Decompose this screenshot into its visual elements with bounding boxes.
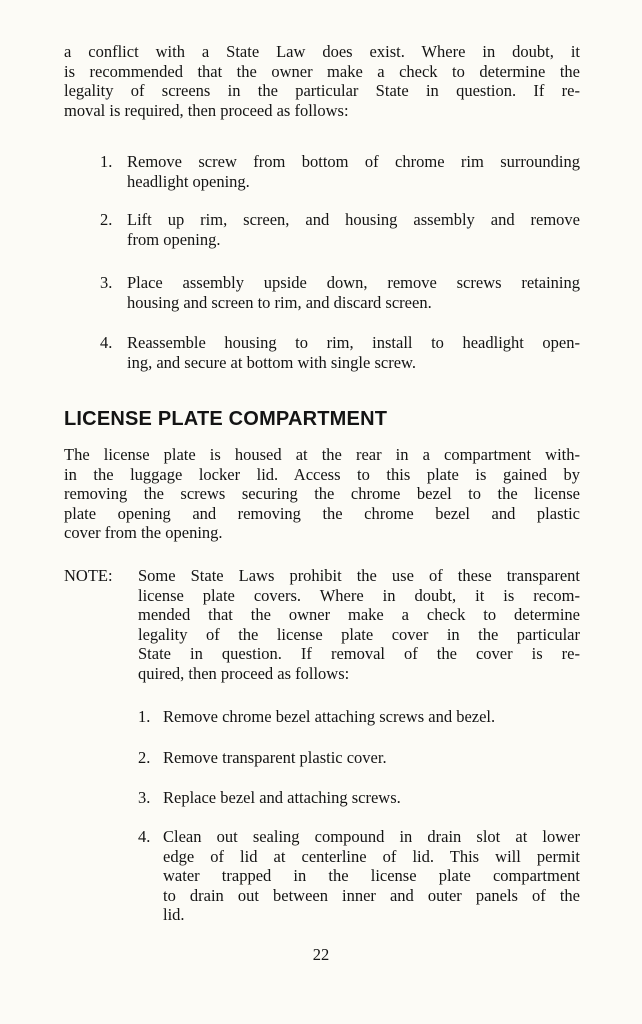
section-heading: LICENSE PLATE COMPARTMENT [64,408,388,430]
text-line: legality of screens in the particular State in question. If re- [64,81,580,101]
text-line: moval is required, then proceed as follows: [64,100,349,120]
step-number: 3. [100,273,113,292]
note-label: NOTE: [64,566,113,585]
text-line: Remove screw from bottom of chrome rim surrounding [127,152,580,171]
text-line: Lift up rim, screen, and housing assembly and remove [127,210,580,229]
text-line: is recommended that the owner make a check to determine the [64,61,580,81]
step-number: 2. [138,748,151,767]
text-line: plate opening and removing the chrome bezel and plastic [64,503,580,523]
text-line: Replace bezel and attaching screws. [163,788,401,807]
text-line: Remove transparent plastic cover. [163,748,387,767]
text-line: legality of the license plate cover in the particular [138,624,580,644]
step-number: 3. [138,788,151,807]
text-line: mended that the owner make a check to determine [138,605,580,625]
text-line: a conflict with a State Law does exist. Where in doubt, it [64,42,580,61]
text-line: Some State Laws prohibit the use of these transparent [138,566,580,585]
list-item [127,333,580,372]
text-line: quired, then proceed as follows: [138,663,350,683]
step-number: 1. [138,707,151,726]
text-line: edge of lid at centerline of lid. This will permit [163,846,580,866]
text-line: Reassemble housing to rim, install to headlight open- [127,333,580,352]
text-line: to drain out between inner and outer panels of the [163,885,580,905]
step-number: 2. [100,210,113,229]
text-line: ing, and secure at bottom with single screw. [127,352,416,372]
intro-paragraph [64,42,580,120]
text-line: Remove chrome bezel attaching screws and bezel. [163,707,496,726]
list-item [163,748,580,768]
text-line: State in question. If removal of the cover is re- [138,644,580,664]
text-line: in the luggage locker lid. Access to this plate is gained by [64,464,580,484]
text-line: removing the screws securing the chrome bezel to the license [64,484,580,504]
text-line: Clean out sealing compound in drain slot at lower [163,827,580,846]
text-line: from opening. [127,229,221,249]
step-number: 4. [138,827,151,846]
text-line: cover from the opening. [64,523,223,543]
step-number: 1. [100,152,113,171]
text-line: housing and screen to rim, and discard screen. [127,292,432,312]
step-number: 4. [100,333,113,352]
text-line: water trapped in the license plate compartment [163,866,580,886]
text-line: Place assembly upside down, remove screws retaining [127,273,580,292]
note-text [138,566,580,684]
text-line: lid. [163,905,185,925]
text-line: The license plate is housed at the rear in a compartment with- [64,445,580,464]
list-item [127,273,580,312]
page-number: 22 [312,945,330,964]
list-item [127,210,580,249]
list-item [163,788,580,808]
body-paragraph [64,445,580,543]
text-line: headlight opening. [127,171,250,191]
list-item [127,152,580,191]
text-line: license plate covers. Where in doubt, it is recom- [138,585,580,605]
list-item [163,827,580,925]
list-item [163,707,580,727]
